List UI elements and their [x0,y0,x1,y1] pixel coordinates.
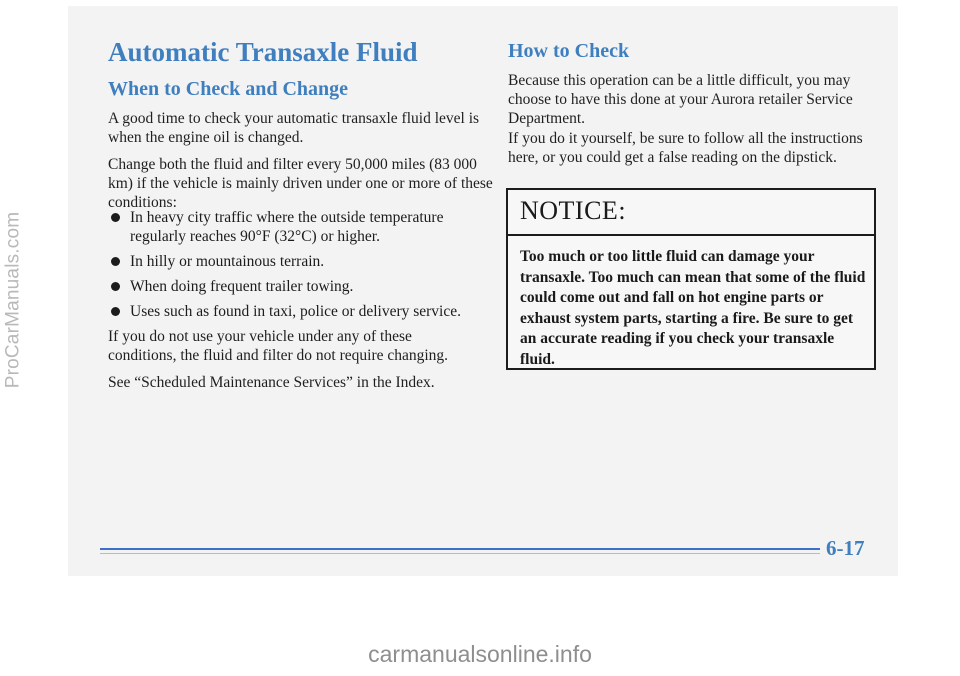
bullet-icon [111,213,120,222]
paragraph-change-interval: Change both the fluid and filter every 50,000 miles (83 000 km) if the vehicle is mainly driven under one or more of these conditions: [108,156,493,211]
notice-header [508,190,874,236]
bullet-icon [111,282,120,291]
page-number: 6-17 [826,536,865,560]
notice-title: NOTICE: [520,196,627,225]
bullet-icon [111,257,120,266]
watermark-left [0,90,26,510]
footer-rule [100,548,820,550]
paragraph-no-change: If you do not use your vehicle under any of these conditions, the fluid and filter do not require changing. [108,328,449,364]
list-item [108,277,488,296]
list-item-text: When doing frequent trailer towing. [130,278,354,295]
paragraph-good-time: A good time to check your automatic transaxle fluid level is when the engine oil is changed. [108,110,480,146]
paragraph-see-index: See “Scheduled Maintenance Services” in the Index. [108,374,435,391]
notice-box [506,188,876,370]
list-item [108,302,488,321]
list-item-text: In hilly or mountainous terrain. [130,253,325,270]
notice-text: Too much or too little fluid can damage your transaxle. Too much can mean that some of the fluid could come out and fall on hot engine parts or exhaust system parts, starting a fire. Be sure to get an accurate reading if you check your transaxle fluid. [520,248,866,368]
paragraph-do-it-yourself: If you do it yourself, be sure to follow all the instructions here, or you could get a false reading on the dipstick. [508,130,863,166]
list-item-text: In heavy city traffic where the outside temperature regularly reaches 90°F (32°C) or higher. [130,209,444,245]
section-title: Automatic Transaxle Fluid [108,37,418,67]
conditions-list [108,208,488,327]
watermark-left-text: ProCarManuals.com [2,211,24,389]
list-item-text: Uses such as found in taxi, police or delivery service. [130,303,462,320]
subsection-how-to-check: How to Check [508,40,630,62]
watermark-bottom: carmanualsonline.info [368,641,592,667]
paragraph-difficult: Because this operation can be a little difficult, you may choose to have this done at your Aurora retailer Service Department. [508,72,853,127]
bullet-icon [111,307,120,316]
footer-rule-thin [100,553,820,554]
list-item [108,208,488,246]
list-item [108,252,488,271]
subsection-when-to-check: When to Check and Change [108,78,349,100]
